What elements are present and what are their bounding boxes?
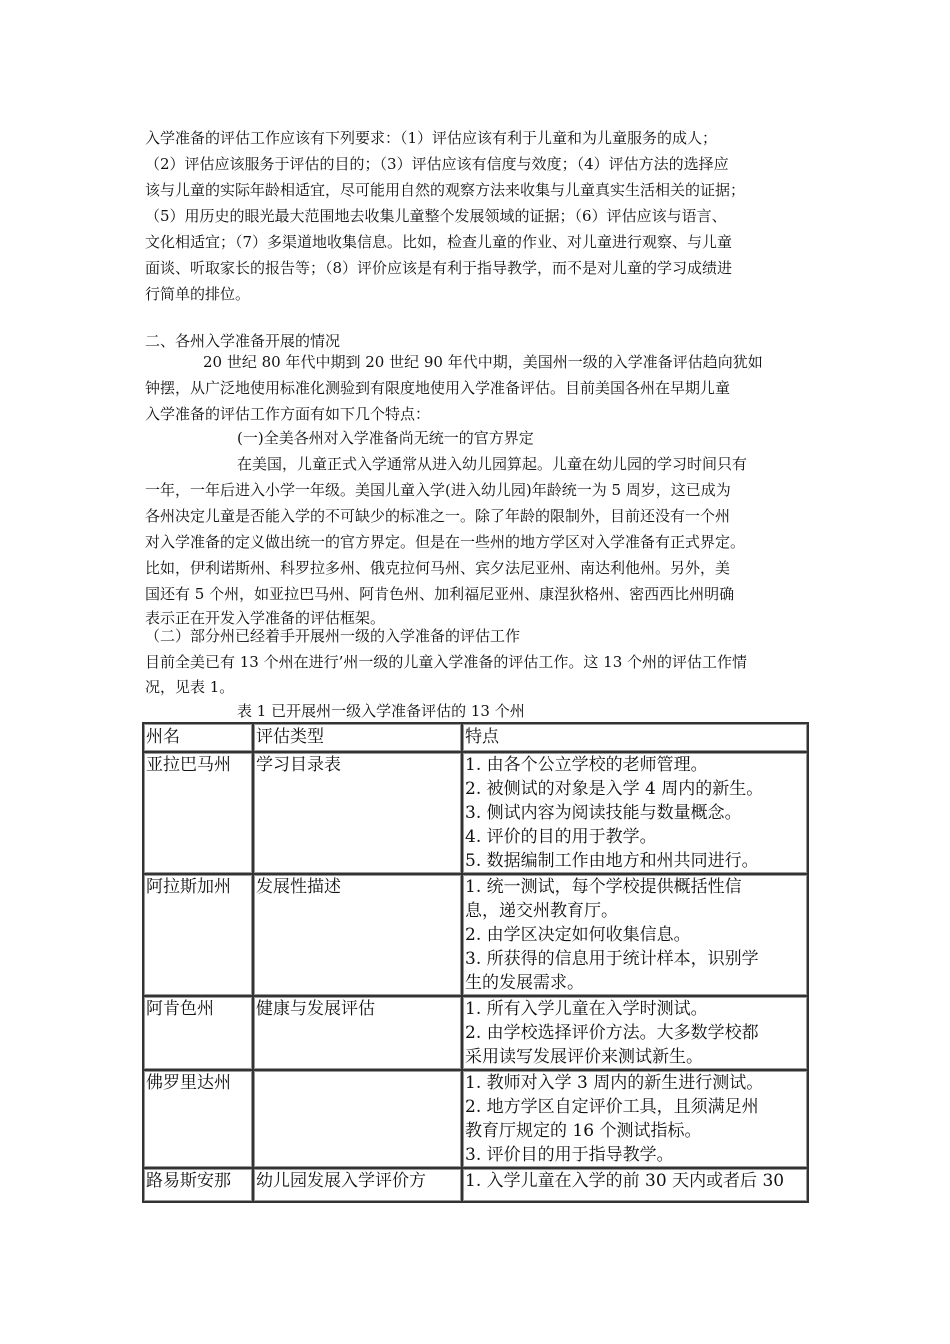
feature-line: 2. 由学区决定如何收集信息。 bbox=[465, 925, 691, 945]
feature-line: 3. 所获得的信息用于统计样本，识别学 bbox=[465, 949, 759, 969]
table-row bbox=[143, 874, 808, 996]
paragraph-line: 国还有 5 个州，如亚拉巴马州、阿肯色州、加利福尼亚州、康涅狄格州、密西西比州明确 bbox=[145, 585, 735, 603]
feature-line: 采用读写发展评价来测试新生。 bbox=[465, 1047, 703, 1067]
paragraph-line: 入学准备的评估工作方面有如下几个特点： bbox=[145, 405, 431, 423]
paragraph-line: 钟摆，从广泛地使用标准化测验到有限度地使用入学准备评估。目前美国各州在早期儿童 bbox=[145, 379, 731, 397]
state-name bbox=[143, 1168, 253, 1202]
features-cell bbox=[462, 874, 808, 996]
header-features: 特点 bbox=[462, 723, 808, 752]
features-cell bbox=[462, 752, 808, 874]
feature-line: 1. 教师对入学 3 周内的新生进行测试。 bbox=[465, 1073, 764, 1093]
feature-line: 4. 评价的目的用于教学。 bbox=[465, 827, 657, 847]
assessment-type: 发展性描述 bbox=[253, 874, 462, 996]
subsection-heading: （二）部分州已经着手开展州一级的入学准备的评估工作 bbox=[145, 627, 521, 645]
table-row bbox=[143, 752, 808, 874]
paragraph-line: 各州决定儿童是否能入学的不可缺少的标准之一。除了年龄的限制外，目前还没有一个州 bbox=[145, 507, 731, 525]
feature-line: 教育厅规定的 16 个测试指标。 bbox=[465, 1121, 702, 1141]
feature-line: 2. 由学校选择评价方法。大多数学校都 bbox=[465, 1023, 759, 1043]
paragraph-line: 在美国，儿童正式入学通常从进入幼儿园算起。儿童在幼儿园的学习时间只有 bbox=[237, 455, 748, 473]
section-heading: 二、各州入学准备开展的情况 bbox=[145, 332, 341, 350]
state-name: 佛罗里达州 bbox=[143, 1070, 253, 1168]
features-cell bbox=[462, 996, 808, 1070]
intro-line: 文化相适宜；（7）多渠道地收集信息。比如，检查儿童的作业、对儿童进行观察、与儿童 bbox=[145, 233, 733, 251]
feature-line: 1. 统一测试，每个学校提供概括性信 bbox=[465, 877, 742, 897]
header-state: 州名 bbox=[143, 723, 253, 752]
feature-line: 2. 被侧试的对象是入学 4 周内的新生。 bbox=[465, 779, 764, 799]
table-row bbox=[143, 1070, 808, 1168]
paragraph-line: 比如，伊利诺斯州、科罗拉多州、俄克拉何马州、宾夕法尼亚州、南达利他州。另外，美 bbox=[145, 559, 731, 577]
table-row bbox=[143, 996, 808, 1070]
feature-line: 3. 评价目的用于指导教学。 bbox=[465, 1145, 674, 1165]
state-name: 阿肯色州 bbox=[143, 996, 253, 1070]
intro-line: 行简单的排位。 bbox=[145, 285, 251, 303]
intro-line: 面谈、听取家长的报告等；（8）评价应该是有利于指导教学，而不是对儿童的学习成绩进 bbox=[145, 259, 733, 277]
feature-line: 2. 地方学区自定评价工具，且须满足州 bbox=[465, 1097, 759, 1117]
state-name-text: 路易斯安那 bbox=[146, 1171, 231, 1191]
paragraph-line: 20 世纪 80 年代中期到 20 世纪 90 年代中期，美国州一级的入学准备评估趋向犹如 bbox=[203, 353, 763, 371]
assessment-type: 健康与发展评估 bbox=[253, 996, 462, 1070]
assessment-type bbox=[253, 1070, 462, 1168]
feature-line: 生的发展需求。 bbox=[465, 973, 584, 993]
feature-line: 5. 数据编制工作由地方和州共同进行。 bbox=[465, 851, 759, 871]
paragraph-line: 目前全美已有 13 个州在进行’州一级的儿童入学准备的评估工作。这 13 个州的评估工作情 bbox=[145, 653, 748, 671]
paragraph-line: 况，见表 1。 bbox=[145, 678, 235, 696]
state-name: 阿拉斯加州 bbox=[143, 874, 253, 996]
assessment-type-text: 幼儿园发展入学评价方 bbox=[256, 1171, 426, 1191]
feature-line: 1. 所有入学儿童在入学时测试。 bbox=[465, 999, 708, 1019]
intro-line: 该与儿童的实际年龄相适宜，尽可能用自然的观察方法来收集与儿童真实生活相关的证据； bbox=[145, 181, 746, 199]
assessment-type bbox=[253, 1168, 462, 1202]
intro-line: （5）用历史的眼光最大范围地去收集儿童整个发展领域的证据；（6）评估应该与语言、 bbox=[145, 207, 727, 225]
intro-line: （2）评估应该服务于评估的目的；（3）评估应该有信度与效度；（4）评估方法的选择应 bbox=[145, 155, 729, 173]
features-cell bbox=[462, 1168, 808, 1202]
paragraph-line: 一年，一年后进入小学一年级。美国儿童入学(进入幼儿园)年龄统一为 5 周岁，这已成为 bbox=[145, 481, 731, 499]
states-table bbox=[142, 722, 809, 1203]
subsection-heading: (一)全美各州对入学准备尚无统一的官方界定 bbox=[237, 429, 534, 447]
feature-line: 息，递交州教育厅。 bbox=[465, 901, 618, 921]
feature-line: 1. 由各个公立学校的老师管理。 bbox=[465, 755, 708, 775]
header-type: 评估类型 bbox=[253, 723, 462, 752]
paragraph-line: 表示正在开发入学准备的评估框架。 bbox=[145, 609, 386, 627]
feature-line: 1. 入学儿童在入学的前 30 天内或者后 30 bbox=[465, 1171, 785, 1191]
table-row bbox=[143, 1168, 808, 1202]
features-cell bbox=[462, 1070, 808, 1168]
table-header-row bbox=[143, 723, 808, 752]
state-name: 亚拉巴马州 bbox=[143, 752, 253, 874]
paragraph-line: 对入学准备的定义做出统一的官方界定。但是在一些州的地方学区对入学准备有正式界定。 bbox=[145, 533, 746, 551]
table-caption: 表 1 已开展州一级入学准备评估的 13 个州 bbox=[237, 702, 525, 720]
intro-line: 入学准备的评估工作应该有下列要求：（1）评估应该有利于儿童和为儿童服务的成人； bbox=[145, 129, 718, 147]
feature-line: 3. 侧试内容为阅读技能与数量概念。 bbox=[465, 803, 742, 823]
assessment-type: 学习目录表 bbox=[253, 752, 462, 874]
